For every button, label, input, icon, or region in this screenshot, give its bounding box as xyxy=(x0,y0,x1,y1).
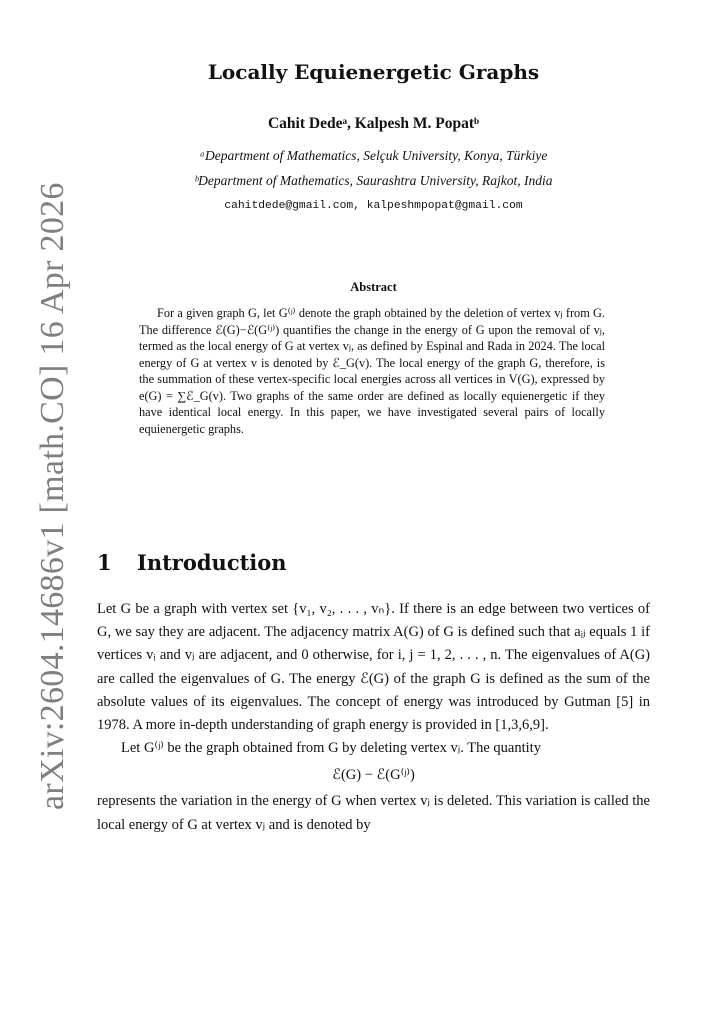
introduction-body xyxy=(97,598,650,837)
author-list: Cahit Dedeᵃ, Kalpesh M. Popatᵇ xyxy=(267,115,480,132)
affiliation-b: ᵇDepartment of Mathematics, Saurashtra University, Rajkot, India xyxy=(194,173,553,188)
abstract-heading: Abstract xyxy=(350,280,397,294)
paper-title: Locally Equienergetic Graphs xyxy=(207,60,540,84)
section-title: Introduction xyxy=(137,550,287,575)
affiliation-a: ᵃDepartment of Mathematics, Selçuk University, Konya, Türkiye xyxy=(199,148,548,163)
intro-paragraph-3: represents the variation in the energy of G when vertex vⱼ is deleted. This variation is called the local energy of G at vertex vⱼ and is denoted by xyxy=(97,793,650,833)
section-number: 1 xyxy=(97,550,112,575)
section-heading xyxy=(97,550,650,575)
author-emails: cahitdede@gmail.com, kalpeshmpopat@gmail.com xyxy=(224,200,523,212)
abstract-text: For a given graph G, let G⁽ʲ⁾ denote the graph obtained by the deletion of vertex vⱼ from G. The difference ℰ(G)−ℰ(G⁽ʲ⁾) quantifies the change in the energy of G upon the removal of vⱼ, termed as the local energy of G at vertex vⱼ, as defined by Espinal and Rada in 2024. The local energy of G at vertex v is denoted by ℰ_G(v). The local energy of the graph G, therefore, is the summation of these vertex-specific local energies across all vertices in V(G), expressed by e(G) = ∑ℰ_G(v). Two graphs of the same order are defined as locally equienergetic if they have identical local energy. In this paper, we have investigated several pairs of locally equienergetic graphs. xyxy=(139,306,605,436)
intro-paragraph-1: Let G be a graph with vertex set {v₁, v₂, . . . , vₙ}. If there is an edge between two vertices of G, we say they are adjacent. The adjacency matrix A(G) of G is defined such that aᵢⱼ equals 1 if vertices vᵢ and vⱼ are adjacent, and 0 otherwise, for i, j = 1, 2, . . . , n. The eigenvalues of A(G) are called the eigenvalues of G. The energy ℰ(G) of the graph G is defined as the sum of the absolute values of its eigenvalues. The concept of energy was introduced by Gutman [5] in 1978. A more in-depth understanding of graph energy is provided in [1,3,6,9]. xyxy=(97,601,650,734)
arxiv-stamp: arXiv:2604.14686v1 [math.CO] 16 Apr 2026 xyxy=(34,182,71,810)
display-equation: ℰ(G) − ℰ(G⁽ʲ⁾) xyxy=(332,767,415,784)
intro-paragraph-2: Let G⁽ʲ⁾ be the graph obtained from G by deleting vertex vⱼ. The quantity xyxy=(121,740,541,757)
